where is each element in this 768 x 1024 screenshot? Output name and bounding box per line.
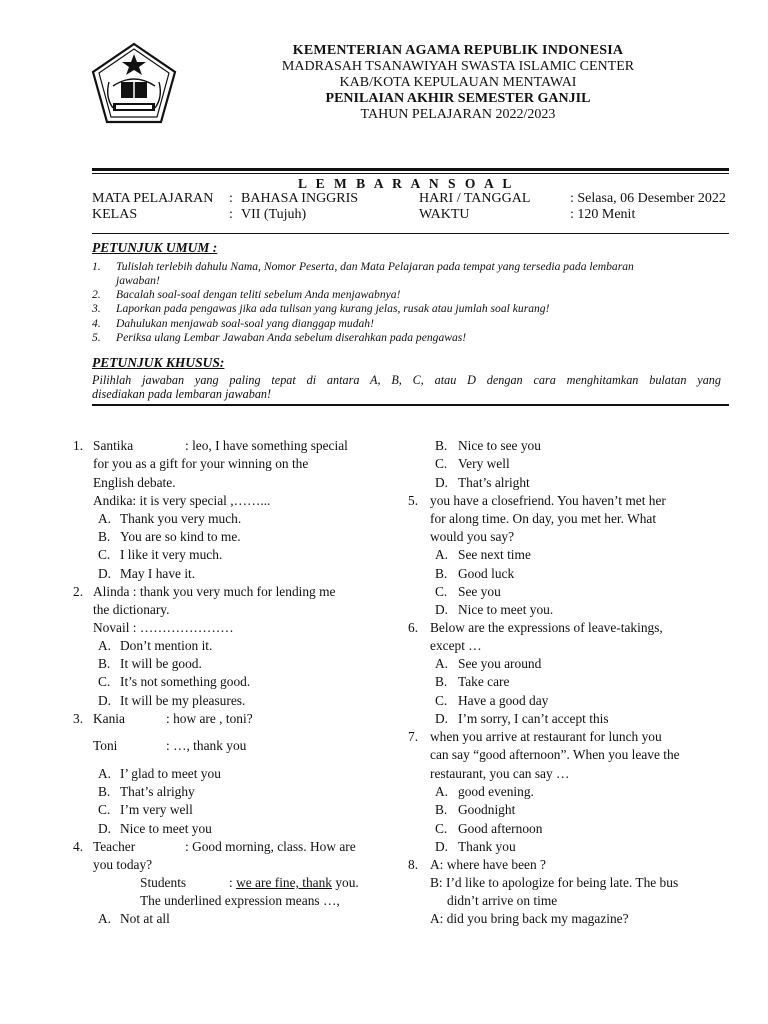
option-text: Thank you very much. <box>120 511 242 526</box>
option-text: Don’t mention it. <box>120 638 213 653</box>
option-text: Not at all <box>120 911 170 926</box>
option-text: Good afternoon <box>458 821 543 836</box>
question-text: didn’t arrive on time <box>447 893 558 908</box>
option-text: Have a good day <box>458 693 549 708</box>
option-letter: A. <box>435 547 449 562</box>
option-text: Nice to meet you <box>120 821 212 836</box>
question-speaker: Kania <box>93 711 125 726</box>
option-letter: A. <box>435 784 449 799</box>
option-letter: B. <box>435 566 448 581</box>
option-text: It will be good. <box>120 656 202 671</box>
underlined-expression: we are fine, thank <box>236 875 332 890</box>
option-letter: C. <box>435 821 448 836</box>
option-text: I’m very well <box>120 802 193 817</box>
question-speaker: Santika <box>93 438 134 453</box>
option-text: See you <box>458 584 501 599</box>
kelas-label: KELAS <box>92 207 138 222</box>
instruction-item-cont: jawaban! <box>116 274 160 287</box>
question-number: 1. <box>73 438 84 453</box>
instruction-item: Periksa ulang Lembar Jawaban Anda sebelum diserahkan pada pengawas! <box>116 331 467 344</box>
question-text: A: where have been ? <box>430 857 546 872</box>
header-ministry: KEMENTERIAN AGAMA REPUBLIK INDONESIA <box>292 43 624 58</box>
option-letter: B. <box>435 802 448 817</box>
question-text: : Good morning, class. How are <box>185 839 356 854</box>
question-text: : we are fine, thank you. <box>229 875 359 890</box>
question-text: Alinda : thank you very much for lending me <box>93 584 336 599</box>
question-number: 5. <box>408 493 419 508</box>
option-text: I’m sorry, I can’t accept this <box>458 711 609 726</box>
instruction-item: Tulislah terlebih dahulu Nama, Nomor Peserta, dan Mata Pelajaran pada tempat yang tersedia pada lembaran <box>116 260 634 273</box>
option-text: Very well <box>458 456 510 471</box>
question-text: would you say? <box>430 529 515 544</box>
option-letter: C. <box>98 547 111 562</box>
question-text: : …, thank you <box>166 738 247 753</box>
option-letter: D. <box>98 566 112 581</box>
question-number: 2. <box>73 584 84 599</box>
question-text: you today? <box>93 857 153 872</box>
option-letter: A. <box>98 766 112 781</box>
option-text: It will be my pleasures. <box>120 693 246 708</box>
option-text: May I have it. <box>120 566 196 581</box>
option-text: Nice to see you <box>458 438 541 453</box>
option-letter: C. <box>435 456 448 471</box>
question-text: you have a closefriend. You haven’t met her <box>430 493 666 508</box>
question-text: restaurant, you can say … <box>430 766 570 781</box>
question-text: Novail : ………………… <box>93 620 234 635</box>
question-text: can say “good afternoon”. When you leave the <box>430 747 680 762</box>
option-text: See you around <box>458 656 542 671</box>
school-header <box>238 43 678 123</box>
hari-value: : Selasa, 06 Desember 2022 <box>570 191 726 206</box>
option-letter: B. <box>435 674 448 689</box>
option-letter: B. <box>98 784 111 799</box>
mapel-sep: : <box>229 191 233 206</box>
instructions-divider <box>92 404 729 406</box>
option-letter: A. <box>98 511 112 526</box>
kelas-value: VII (Tujuh) <box>241 207 307 222</box>
instruction-number: 3. <box>92 302 101 315</box>
waktu-label: WAKTU <box>419 207 470 222</box>
sheet-title: L E M B A R A N S O A L <box>298 176 515 191</box>
option-letter: B. <box>98 529 111 544</box>
option-text: Nice to meet you. <box>458 602 554 617</box>
question-number: 4. <box>73 839 84 854</box>
option-text: Thank you <box>458 839 516 854</box>
question-text: for along time. On day, you met her. What <box>430 511 657 526</box>
question-text: A: did you bring back my magazine? <box>430 911 629 926</box>
option-text: I like it very much. <box>120 547 223 562</box>
option-letter: D. <box>98 693 112 708</box>
option-letter: A. <box>435 656 449 671</box>
option-letter: D. <box>435 839 449 854</box>
question-number: 8. <box>408 857 419 872</box>
header-exam: PENILAIAN AKHIR SEMESTER GANJIL <box>325 91 591 106</box>
header-divider-thin <box>92 173 729 174</box>
question-text: Andika: it is very special ,……... <box>93 493 271 508</box>
question-text: the dictionary. <box>93 602 170 617</box>
petunjuk-umum-title: PETUNJUK UMUM : <box>92 240 218 255</box>
question-speaker: Toni <box>93 738 118 753</box>
instruction-item: Bacalah soal-soal dengan teliti sebelum Anda menjawabnya! <box>116 288 401 301</box>
mapel-label: MATA PELAJARAN <box>92 191 214 206</box>
instruction-number: 4. <box>92 317 101 330</box>
instruction-item: Dahulukan menjawab soal-soal yang dianggap mudah! <box>116 317 374 330</box>
header-year: TAHUN PELAJARAN 2022/2023 <box>360 107 556 122</box>
hari-label: HARI / TANGGAL <box>419 191 531 206</box>
petunjuk-khusus-line1: Pilihlah jawaban yang paling tepat di antara A, B, C, atau D dengan cara menghitamkan bulatan yang <box>92 373 721 387</box>
option-letter: B. <box>98 656 111 671</box>
petunjuk-khusus-line2: disediakan pada lembaran jawaban! <box>92 387 272 401</box>
kemenag-emblem-logo <box>91 42 177 124</box>
header-school: MADRASAH TSANAWIYAH SWASTA ISLAMIC CENTER <box>281 59 635 74</box>
question-text: The underlined expression means …, <box>140 893 340 908</box>
option-text: Good luck <box>458 566 515 581</box>
petunjuk-khusus-title: PETUNJUK KHUSUS: <box>92 355 225 370</box>
question-number: 6. <box>408 620 419 635</box>
option-letter: B. <box>435 438 448 453</box>
option-text: That’s alrighy <box>120 784 195 799</box>
mapel-value: BAHASA INGGRIS <box>241 191 359 206</box>
instruction-number: 2. <box>92 288 101 301</box>
option-text: You are so kind to me. <box>120 529 241 544</box>
option-letter: D. <box>435 475 449 490</box>
question-text: : how are , toni? <box>166 711 253 726</box>
question-number: 3. <box>73 711 84 726</box>
option-letter: D. <box>98 821 112 836</box>
option-text: I’ glad to meet you <box>120 766 221 781</box>
option-text: Take care <box>458 674 510 689</box>
option-letter: D. <box>435 711 449 726</box>
option-letter: A. <box>98 638 112 653</box>
option-letter: C. <box>98 802 111 817</box>
question-text: B: I’d like to apologize for being late. The bus <box>430 875 679 890</box>
header-divider-thick <box>92 168 729 171</box>
question-text: Below are the expressions of leave-takings, <box>430 620 663 635</box>
option-text: It’s not something good. <box>120 674 251 689</box>
option-text: That’s alright <box>458 475 530 490</box>
question-text: English debate. <box>93 475 176 490</box>
instruction-item: Laporkan pada pengawas jika ada tulisan yang kurang jelas, rusak atau jumlah soal kurang! <box>116 302 550 315</box>
waktu-value: : 120 Menit <box>570 207 636 222</box>
option-letter: C. <box>98 674 111 689</box>
option-letter: C. <box>435 693 448 708</box>
question-number: 7. <box>408 729 419 744</box>
question-text: for you as a gift for your winning on the <box>93 456 309 471</box>
question-text: when you arrive at restaurant for lunch you <box>430 729 662 744</box>
option-letter: C. <box>435 584 448 599</box>
instruction-number: 5. <box>92 331 101 344</box>
instruction-number: 1. <box>92 260 101 273</box>
question-text: except … <box>430 638 482 653</box>
question-speaker: Students <box>140 875 187 890</box>
option-text: Goodnight <box>458 802 516 817</box>
header-region: KAB/KOTA KEPULAUAN MENTAWAI <box>339 75 577 90</box>
kelas-sep: : <box>229 207 233 222</box>
question-speaker: Teacher <box>93 839 136 854</box>
option-text: See next time <box>458 547 531 562</box>
info-divider <box>92 233 729 234</box>
option-text: good evening. <box>458 784 534 799</box>
option-letter: A. <box>98 911 112 926</box>
question-text: : leo, I have something special <box>185 438 348 453</box>
option-letter: D. <box>435 602 449 617</box>
